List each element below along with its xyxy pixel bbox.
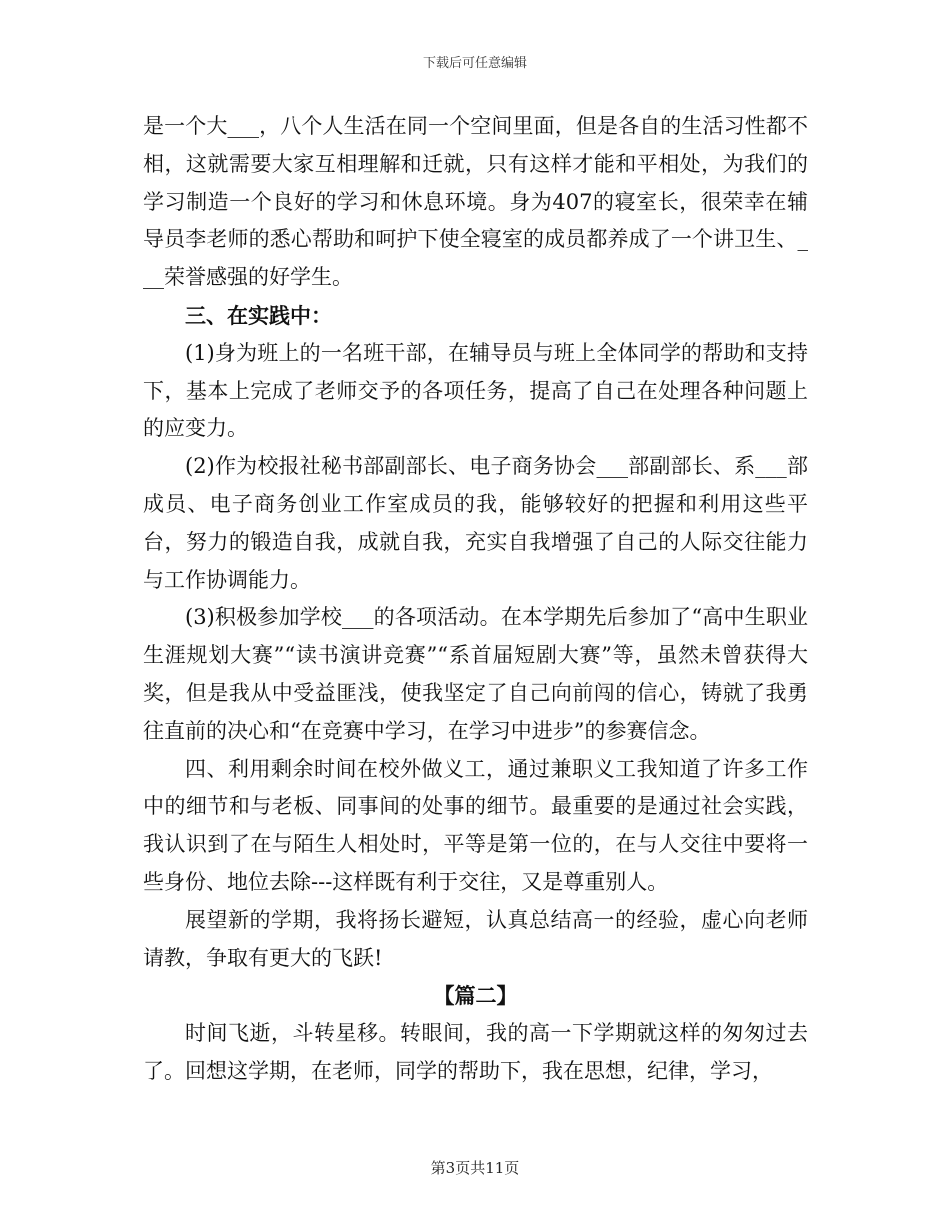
paragraph-part-two-intro: 时间飞逝，斗转星移。转眼间，我的高一下学期就这样的匆匆过去了。回想这学期，在老师，同学的帮助下，我在思想，纪律，学习，	[143, 1021, 808, 1083]
header-note: 下载后可任意编辑	[422, 56, 527, 71]
paragraph-volunteer: 四、利用剩余时间在校外做义工，通过兼职义工我知道了许多工作中的细节和与老板、同事间的处事的细节。最重要的是通过社会实践，我认识到了在与陌生人相处时，平等是第一位的，在与人交往中要将一些身份、地位去除---这样既有利于交往，又是尊重别人。	[143, 756, 808, 894]
paragraph-outlook: 展望新的学期，我将扬长避短，认真总结高一的经验，虚心向老师请教，争取有更大的飞跃!	[143, 907, 808, 970]
paragraph-dorm: 是一个大___，八个人生活在同一个空间里面，但是各自的生活习性都不相，这就需要大家互相理解和迁就，只有这样才能和平相处，为我们的学习制造一个良好的学习和休息环境。身为407的寝室长，很荣幸在辅导员李老师的悉心帮助和呵护下使全寝室的成员都养成了一个讲卫生、___荣誉感强的好学生。	[143, 114, 808, 290]
heading-practice: 三、在实践中：	[185, 302, 332, 328]
paragraph-practice-1: (1)身为班上的一名班干部，在辅导员与班上全体同学的帮助和支持下，基本上完成了老师交予的各项任务，提高了自己在处理各种问题上的应变力。	[143, 340, 808, 441]
document-body	[143, 108, 808, 1091]
page-number: 第3页共11页	[430, 1159, 520, 1177]
paragraph-practice-3: (3)积极参加学校___的各项活动。在本学期先后参加了“高中生职业生涯规划大赛”“读书演讲竞赛”“系首届短剧大赛”等，虽然未曾获得大奖，但是我从中受益匪浅，使我坚定了自己向前闯的信心，铸就了我勇往直前的决心和“在竞赛中学习，在学习中进步”的参赛信念。	[143, 605, 808, 743]
section-title-part-two: 【篇二】	[433, 983, 518, 1009]
paragraph-practice-2: (2)作为校报社秘书部副部长、电子商务协会___部副部长、系___部成员、电子商务创业工作室成员的我，能够较好的把握和利用这些平台，努力的锻造自我，成就自我，充实自我增强了自己的人际交往能力与工作协调能力。	[143, 454, 808, 592]
